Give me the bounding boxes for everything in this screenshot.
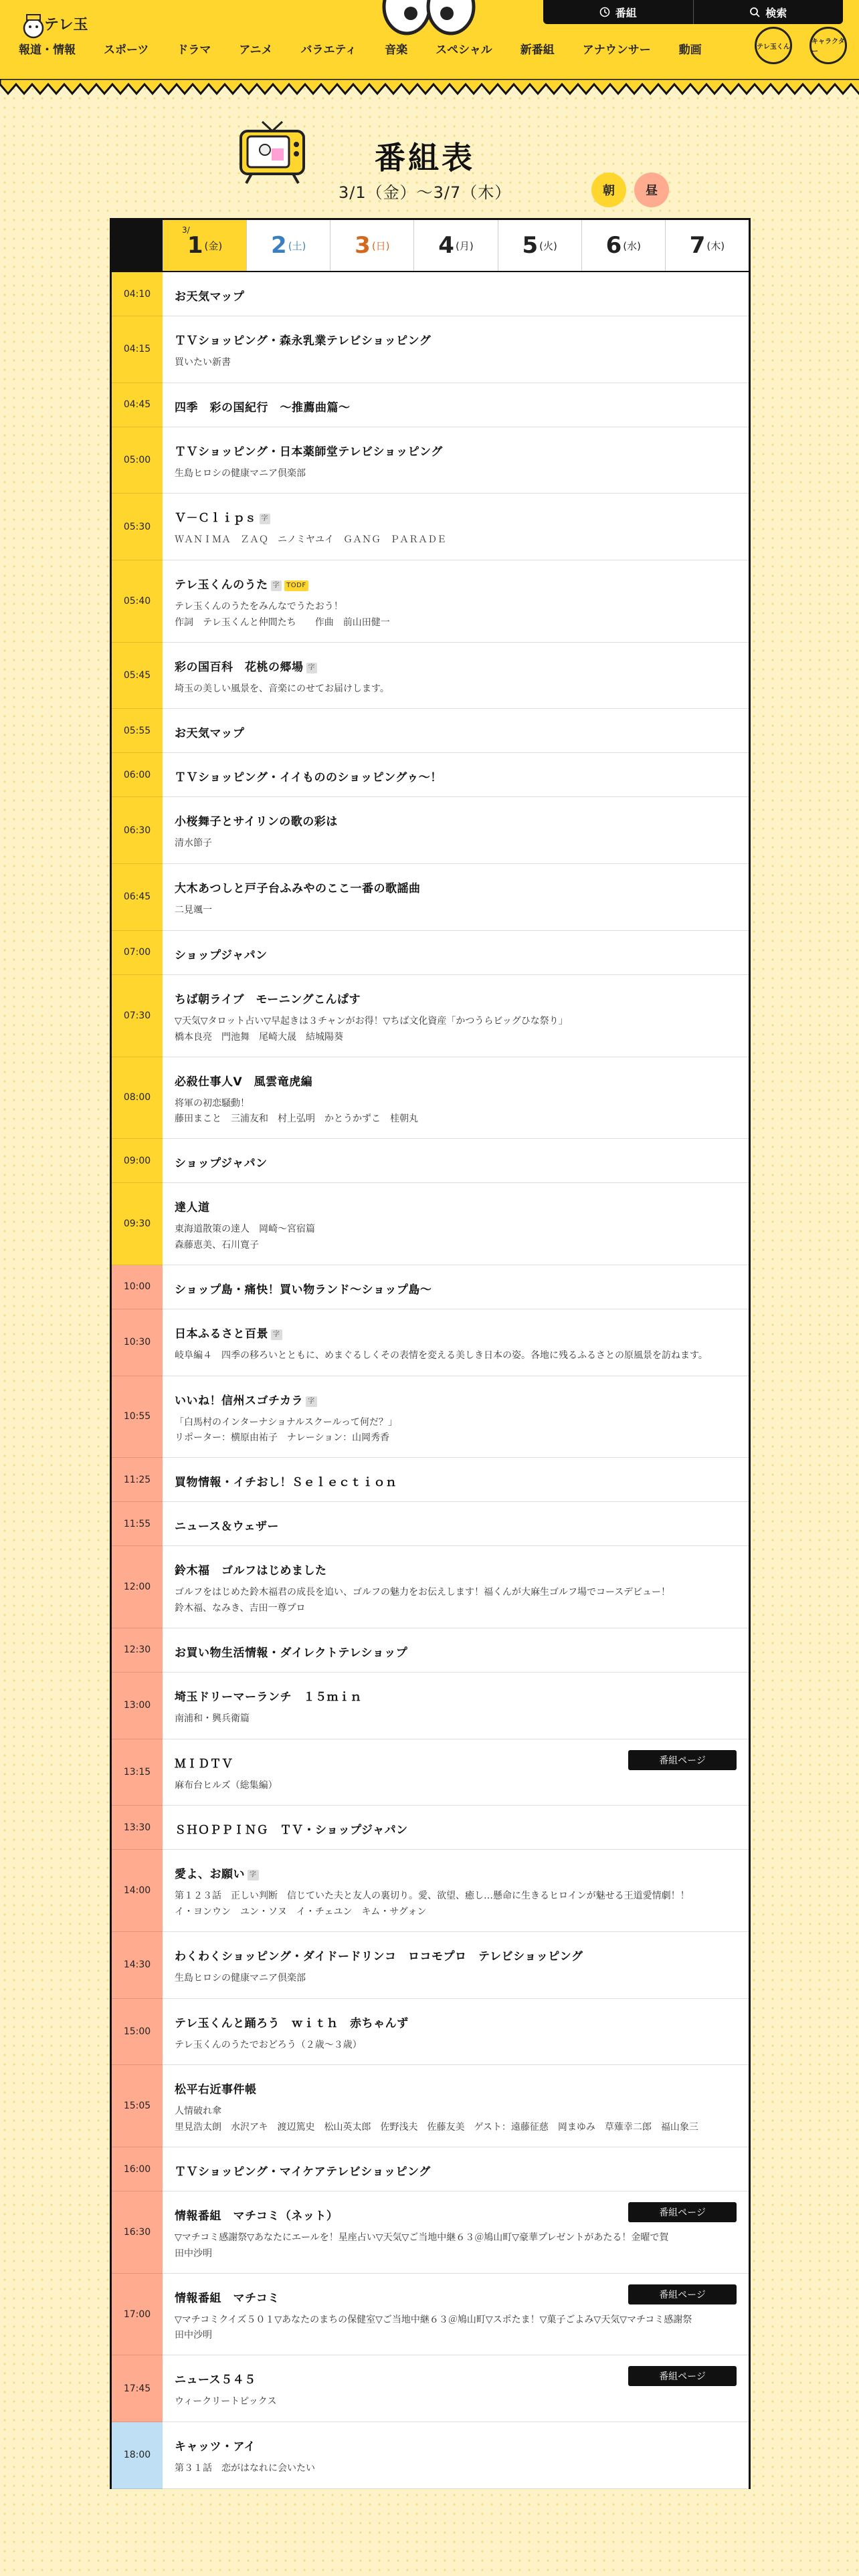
program-title[interactable] (175, 287, 737, 304)
program-row (112, 1458, 749, 1502)
top-button-bar (543, 0, 843, 24)
program-title-text: 達人道 (175, 1201, 210, 1215)
program-time: 14:30 (112, 1932, 163, 1999)
program-row (112, 316, 749, 383)
program-description: 「白馬村のインターナショナルスクールって何だ？」 (175, 1416, 398, 1428)
program-cell[interactable] (163, 1673, 749, 1739)
program-cell[interactable] (163, 2355, 749, 2422)
program-time: 05:55 (112, 709, 163, 753)
program-description: 生島ヒロシの健康マニア倶楽部 (175, 1973, 306, 1983)
program-time: 05:30 (112, 494, 163, 560)
program-cast: 田中沙明 (175, 2248, 212, 2259)
program-row (112, 427, 749, 494)
header-zigzag-edge (0, 79, 859, 99)
program-cell[interactable] (163, 383, 749, 427)
program-cell[interactable] (163, 1999, 749, 2065)
date-range: 3/1（金）〜3/7（木） (339, 183, 512, 202)
daytime-toggle-button[interactable]: 昼 (634, 173, 669, 207)
program-time: 04:45 (112, 383, 163, 427)
program-title[interactable] (175, 2080, 737, 2097)
program-time: 06:00 (112, 753, 163, 797)
program-title-text: ＴＶショッピング・森永乳業テレビショッピング (175, 334, 432, 348)
program-row (112, 1999, 749, 2066)
program-row (112, 1376, 749, 1459)
program-cell[interactable] (163, 2065, 749, 2147)
program-cell[interactable] (163, 1628, 749, 1672)
program-title[interactable] (175, 1324, 737, 1341)
program-time: 12:30 (112, 1628, 163, 1673)
program-title[interactable] (175, 724, 737, 740)
search-button[interactable] (693, 0, 844, 24)
program-time: 18:00 (112, 2422, 163, 2489)
program-row (112, 864, 749, 931)
character-icon[interactable]: キャラクター (809, 27, 847, 64)
program-cell[interactable] (163, 2147, 749, 2191)
program-tag-badge: 字 (271, 580, 282, 591)
day-tabs (112, 220, 749, 272)
program-row (112, 494, 749, 560)
program-description: テレ玉くんのうたでおどろう（２歳～３歳） (175, 2039, 362, 2050)
program-tag-badge: 字 (306, 1396, 317, 1407)
program-description: 生島ヒロシの健康マニア倶楽部 (175, 467, 306, 479)
nav-anime[interactable]: アニメ (239, 43, 273, 57)
program-cell[interactable] (163, 272, 749, 316)
program-description: 二見颯一 (175, 905, 212, 916)
program-title-text: 小桜舞子とサイリンの歌の彩は (175, 815, 338, 829)
program-title[interactable] (175, 2014, 737, 2030)
program-description: 第１２３話 正しい判断 信じていた夫と友人の裏切り。愛、欲望、癒し…懸命に生きるヒロインが魅せる王道愛情劇！！ (175, 1891, 690, 1902)
program-title[interactable] (175, 1864, 737, 1881)
program-title-text: 埼玉ドリーマーランチ １５ｍｉｎ (175, 1690, 362, 1704)
program-time: 16:30 (112, 2191, 163, 2274)
program-description: ＷＡＮＩＭＡ ＺＡＱ ニノミヤユイ ＧＡＮＧ ＰＡＲＡＤＥ (175, 534, 446, 546)
program-time: 05:00 (112, 427, 163, 494)
nav-new-programs[interactable]: 新番組 (520, 43, 555, 57)
program-title-text: ＴＶショッピング・マイケアテレビショッピング (175, 2165, 431, 2179)
program-title-text: 彩の国百科 花桃の郷場 (175, 660, 304, 674)
program-page-button[interactable]: 番組ページ (628, 2284, 737, 2304)
program-title-text: ＭＩＤＴＶ (175, 1757, 233, 1771)
program-description: 埼玉の美しい風景を、音楽にのせてお届けします。 (175, 683, 389, 694)
program-title-text: 鈴木福 ゴルフはじめました (175, 1564, 327, 1578)
search-button-label: 検索 (765, 6, 787, 19)
program-title-text: ニュース５４５ (175, 2373, 256, 2387)
program-time: 11:25 (112, 1458, 163, 1502)
program-title[interactable] (175, 442, 737, 459)
program-time: 05:45 (112, 643, 163, 710)
tv-icon (235, 112, 309, 186)
nav-video[interactable]: 動画 (678, 43, 702, 57)
program-description: ウィークリートピックス (175, 2396, 277, 2407)
program-time: 10:00 (112, 1265, 163, 1309)
program-cast: 作詞 テレ玉くんと仲間たち 作曲 前山田健一 (175, 617, 390, 628)
program-time: 17:00 (112, 2274, 163, 2356)
program-time: 06:30 (112, 797, 163, 864)
program-page-button[interactable]: 番組ページ (628, 2366, 737, 2386)
program-row (112, 709, 749, 753)
program-row (112, 560, 749, 643)
schedule-button[interactable] (543, 0, 693, 24)
program-description: テレ玉くんのうたをみんなでうたおう！ (175, 601, 343, 613)
program-description: 岐阜編４ 四季の移ろいとともに、めまぐるしくその表情を変える美しき日本の姿。各地に残るふるさとの原風景を訪ねます。 (175, 1350, 708, 1361)
nav-announcer[interactable]: アナウンサー (582, 43, 651, 57)
program-title-text: ちば朝ライブ モーニングこんぱす (175, 992, 361, 1006)
program-title[interactable] (175, 1561, 737, 1578)
program-row (112, 1139, 749, 1183)
program-row (112, 1309, 749, 1376)
program-cell[interactable] (163, 1739, 749, 1806)
program-cell[interactable] (163, 797, 749, 863)
program-row (112, 2065, 749, 2147)
main-nav (19, 40, 702, 57)
program-title[interactable] (175, 657, 737, 674)
program-title-text: 買物情報・イチおし！Ｓｅｌｅｃｔｉｏｎ (175, 1476, 397, 1490)
program-time: 13:15 (112, 1739, 163, 1806)
nav-sports[interactable]: スポーツ (104, 43, 149, 57)
program-title-text: 四季 彩の国紀行 ～推薦曲篇～ (175, 401, 351, 415)
program-title-text: 必殺仕事人Ⅴ 風雲竜虎編 (175, 1075, 313, 1089)
program-page-button[interactable]: 番組ページ (628, 2202, 737, 2222)
program-row (112, 797, 749, 864)
program-time: 11:55 (112, 1502, 163, 1546)
program-cell[interactable] (163, 975, 749, 1057)
program-row (112, 1850, 749, 1932)
program-row (112, 1932, 749, 1999)
program-page-button[interactable]: 番組ページ (628, 1750, 737, 1770)
program-cell[interactable] (163, 1265, 749, 1309)
nav-icon-group (755, 27, 847, 64)
day-tab-3[interactable]: 3 (日) (330, 220, 413, 271)
program-row (112, 1546, 749, 1628)
program-row (112, 1183, 749, 1265)
day-tab-6[interactable]: 6 (水) (581, 220, 665, 271)
program-cast: リポーター：横原由祐子 ナレーション：山岡秀香 (175, 1432, 390, 1444)
program-title[interactable] (175, 946, 737, 962)
program-description: 将軍の初恋騒動！ (175, 1097, 250, 1109)
program-cell[interactable] (163, 2422, 749, 2488)
program-time: 12:00 (112, 1546, 163, 1628)
program-time: 04:15 (112, 316, 163, 383)
program-row (112, 1265, 749, 1309)
program-title-text: 情報番組 マチコミ (175, 2291, 280, 2305)
program-row (112, 1806, 749, 1850)
program-title[interactable] (175, 1154, 737, 1170)
day-tabs-corner (112, 220, 163, 271)
program-description: 南浦和・興兵衛篇 (175, 1713, 250, 1724)
program-time: 15:00 (112, 1999, 163, 2066)
program-tag-badge: 字 (248, 1870, 259, 1881)
program-row (112, 2147, 749, 2191)
program-row (112, 643, 749, 710)
program-title-text: ショップ島・痛快！買い物ランド～ショップ島～ (175, 1283, 432, 1297)
program-cast: イ・ヨンウン ユン・ソヌ イ・チェユン キム・サグォン (175, 1907, 427, 1917)
nav-news[interactable]: 報道・情報 (19, 43, 76, 57)
program-cell[interactable] (163, 753, 749, 796)
program-title[interactable] (175, 1198, 737, 1214)
nav-special[interactable]: スペシャル (436, 43, 492, 57)
program-time: 13:30 (112, 1806, 163, 1850)
program-list (112, 272, 749, 2489)
program-title[interactable] (175, 1947, 737, 1963)
program-time: 09:00 (112, 1139, 163, 1183)
program-cell[interactable] (163, 709, 749, 752)
program-title[interactable] (175, 990, 737, 1006)
program-title-text: お天気マップ (175, 727, 245, 741)
program-title[interactable] (175, 1687, 737, 1704)
program-row (112, 975, 749, 1057)
program-cast: 鈴木福、なみき、吉田一尊プロ (175, 1602, 306, 1614)
program-cell[interactable] (163, 1932, 749, 1998)
day-tab-4[interactable]: 4 (月) (413, 220, 497, 271)
day-tab-2[interactable]: 2 (土) (246, 220, 330, 271)
program-title-text: わくわくショッピング・ダイドードリンコ ロコモプロ テレビショッピング (175, 1950, 583, 1963)
program-cell[interactable] (163, 427, 749, 494)
program-time: 14:00 (112, 1850, 163, 1932)
program-row (112, 2422, 749, 2489)
program-title[interactable] (175, 575, 737, 592)
program-description: 東海道散策の達人 岡崎～宮宿篇 (175, 1224, 315, 1235)
program-title-text: ショップジャパン (175, 1157, 268, 1171)
program-tag-badge: TODF (284, 580, 308, 591)
program-title-text: お天気マップ (175, 290, 245, 304)
program-row (112, 1502, 749, 1546)
program-tag-badge: 字 (271, 1329, 282, 1340)
program-title[interactable] (175, 331, 737, 348)
program-cell[interactable] (163, 1502, 749, 1545)
program-cell[interactable] (163, 494, 749, 560)
program-time: 17:45 (112, 2355, 163, 2422)
program-time: 15:05 (112, 2065, 163, 2147)
program-title[interactable] (175, 812, 737, 829)
program-title-text: いいね！信州スゴチカラ (175, 1394, 304, 1408)
clock-icon (599, 7, 610, 17)
program-time: 07:30 (112, 975, 163, 1057)
program-cell[interactable] (163, 643, 749, 709)
program-time: 16:00 (112, 2147, 163, 2191)
program-cell[interactable] (163, 864, 749, 930)
program-title[interactable] (175, 2162, 737, 2179)
program-time: 07:00 (112, 931, 163, 975)
program-row (112, 753, 749, 797)
program-title-text: 大木あつしと戸子台ふみやのここ一番の歌謡曲 (175, 882, 421, 896)
program-title-text: 愛よ、お願い (175, 1868, 245, 1882)
program-time: 05:40 (112, 560, 163, 643)
nav-variety[interactable]: バラエティ (300, 43, 357, 57)
program-title-text: ショップジャパン (175, 948, 268, 962)
program-title[interactable] (175, 768, 737, 784)
program-description: 買いたい新書 (175, 357, 231, 368)
program-cell[interactable] (163, 316, 749, 383)
program-description: ▽天気▽タロット占い▽早起きは３チャンがお得！▽ちば文化資産「かつうらビッグひな祭り」 (175, 1015, 568, 1027)
program-time: 09:30 (112, 1183, 163, 1265)
program-cell[interactable] (163, 1458, 749, 1501)
program-cell[interactable] (163, 2274, 749, 2355)
program-row (112, 1628, 749, 1673)
program-title-text: Ｖ－Ｃｌｉｐｓ (175, 512, 257, 526)
program-time: 04:10 (112, 272, 163, 316)
program-time: 06:45 (112, 864, 163, 931)
program-cast: 森藤恵美、石川寛子 (175, 1239, 259, 1251)
program-cell[interactable] (163, 931, 749, 974)
program-row (112, 1673, 749, 1739)
program-description: ▽マチコミ感謝祭▽あなたにエールを！星座占い▽天気▽ご当地中継６３＠鳩山町▽豪華プレゼントがあたる！金曜で賀 (175, 2232, 669, 2244)
program-row (112, 272, 749, 316)
program-title[interactable] (175, 508, 737, 525)
program-row (112, 1057, 749, 1140)
program-title[interactable] (175, 879, 737, 895)
program-cell[interactable] (163, 1057, 749, 1139)
program-cell[interactable] (163, 1183, 749, 1265)
nav-drama[interactable]: ドラマ (177, 43, 211, 57)
program-row (112, 2191, 749, 2274)
day-tab-5[interactable]: 5 (火) (498, 220, 581, 271)
program-title[interactable] (175, 1643, 737, 1660)
program-cell[interactable] (163, 1309, 749, 1376)
program-cast: 里見浩太朗 水沢アキ 渡辺篤史 松山英太郎 佐野浅夫 佐藤友美 ゲスト：遠藤征慈 岡まゆみ 草薙幸二郎 福山象三 (175, 2122, 698, 2133)
site-header (0, 0, 859, 80)
program-row (112, 2274, 749, 2356)
program-title-text: キャッツ・アイ (175, 2440, 256, 2454)
morning-toggle-button[interactable]: 朝 (591, 173, 626, 207)
program-time: 10:55 (112, 1376, 163, 1459)
program-description: 第３１話 恋がはなれに会いたい (175, 2463, 315, 2474)
program-tag-badge: 字 (306, 663, 318, 673)
program-description: ▽マチコミクイズ５０１▽あなたのまちの保健室▽ご当地中継６３＠鳩山町▽スポたま！▽菓子ごよみ▽天気▽マチコミ感謝祭 (175, 2314, 692, 2325)
mascot-eyes-icon (379, 0, 479, 40)
program-title-text: 日本ふるさと百景 (175, 1327, 268, 1341)
program-row (112, 2355, 749, 2422)
program-title[interactable] (175, 398, 737, 415)
program-description: 清水節子 (175, 838, 212, 849)
program-title-text: 情報番組 マチコミ（ネット） (175, 2210, 339, 2224)
schedule-button-label: 番組 (615, 6, 637, 19)
program-tag-badge: 字 (260, 514, 271, 524)
program-row (112, 383, 749, 427)
search-icon (749, 7, 760, 17)
nav-music[interactable]: 音楽 (385, 43, 408, 57)
program-title-text: お買い物生活情報・ダイレクトテレショップ (175, 1646, 408, 1660)
program-row (112, 1739, 749, 1806)
program-cell[interactable] (163, 1376, 749, 1458)
program-title[interactable] (175, 1820, 737, 1837)
page-title: 番組表 (375, 140, 475, 176)
program-title[interactable] (175, 2437, 737, 2454)
program-title[interactable] (175, 1517, 737, 1533)
program-cell[interactable] (163, 1139, 749, 1182)
program-title-text: ＴＶショッピング・イイもののショッピングゥ～！ (175, 771, 442, 785)
program-schedule (110, 218, 751, 2489)
program-cast: 藤田まこと 三浦友和 村上弘明 かとうかずこ 桂朝丸 (175, 1113, 418, 1125)
logo-text: テレ玉 (44, 17, 88, 33)
program-title-text: 松平右近事件帳 (175, 2083, 257, 2097)
program-title-text: ニュース＆ウェザー (175, 1520, 279, 1534)
day-tab-7[interactable]: 7 (木) (665, 220, 749, 271)
program-title[interactable] (175, 1072, 737, 1089)
program-title[interactable] (175, 1280, 737, 1297)
program-time: 10:30 (112, 1309, 163, 1376)
program-cell[interactable] (163, 1546, 749, 1628)
program-title-text: ＳＨＯＰＰＩＮＧ ＴＶ・ショップジャパン (175, 1824, 408, 1838)
program-cell[interactable] (163, 560, 749, 642)
program-time: 13:00 (112, 1673, 163, 1739)
day-tab-1[interactable]: 3/ 1 (金) (163, 220, 246, 271)
program-description: 人情破れ傘 (175, 2106, 221, 2117)
program-time: 08:00 (112, 1057, 163, 1140)
program-title-text: テレ玉くんのうた (175, 578, 268, 593)
program-row (112, 931, 749, 975)
program-cell[interactable] (163, 2191, 749, 2273)
program-title-text: ＴＶショッピング・日本薬師堂テレビショッピング (175, 445, 443, 459)
teletama-kun-icon[interactable]: テレ玉くん (755, 27, 792, 64)
program-cast: 田中沙明 (175, 2330, 212, 2341)
program-cell[interactable] (163, 1806, 749, 1849)
program-title[interactable] (175, 1473, 737, 1489)
program-cell[interactable] (163, 1850, 749, 1931)
program-description: ゴルフをはじめた鈴木福君の成長を追い、ゴルフの魅力をお伝えします！福くんが大麻生ゴルフ場でコースデビュー！ (175, 1587, 671, 1598)
program-cast: 橋本良亮 門池舞 尾崎大晟 結城陽葵 (175, 1031, 343, 1043)
program-description: 麻布台ヒルズ（総集編） (175, 1780, 278, 1791)
program-title[interactable] (175, 1391, 737, 1408)
program-title-text: テレ玉くんと踊ろう ｗｉｔｈ 赤ちゃんず (175, 2016, 409, 2030)
